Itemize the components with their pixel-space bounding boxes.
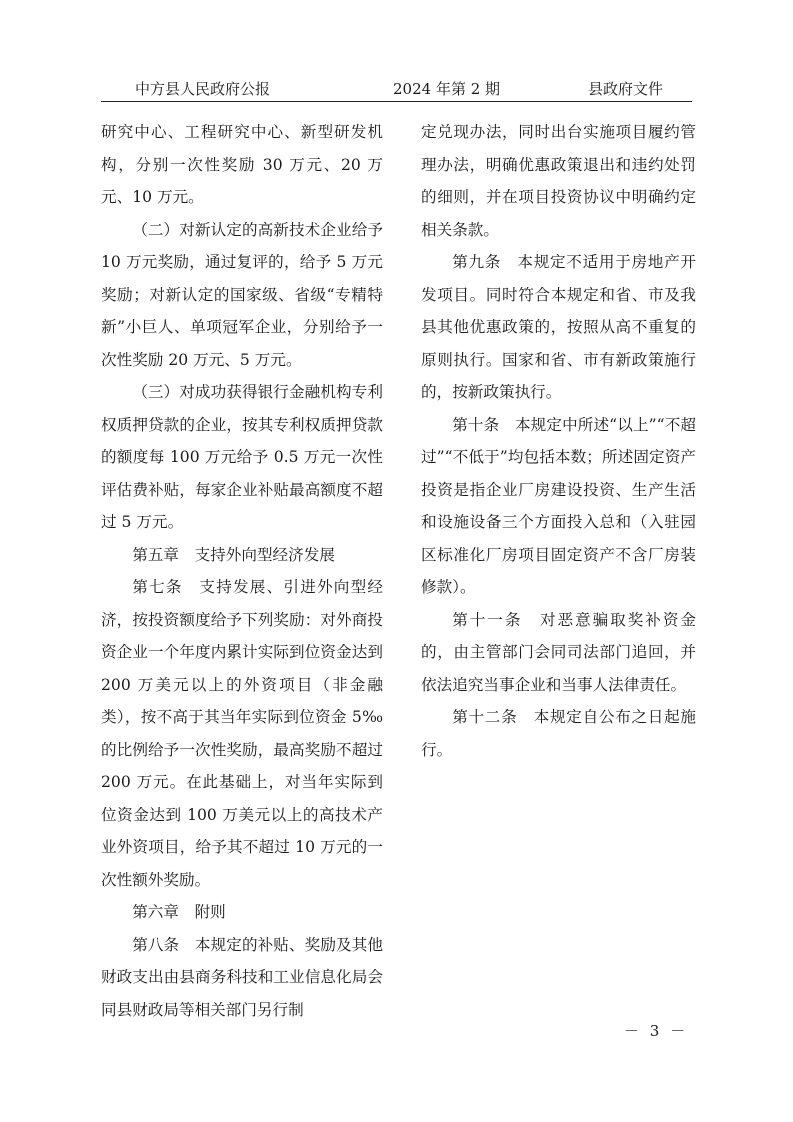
issue-number: 2024 年第 2 期 <box>393 80 501 98</box>
page-number: － 3 － <box>624 1022 689 1040</box>
right-column <box>421 116 696 766</box>
paragraph: 第七条 支持发展、引进外向型经济，按投资额度给予下列奖励：对外商投资企业一个年度内累计实际到位资金达到 200 万美元以上的外资项目（非金融类），按不高于其当年实际到位资金 5‰的比例给予一次性奖励，最高奖励不超过 200 万元。在此基础上，对当年实际到位资金达到 100 万美元以上的高技术产业外资项目，给予其不超过 10 万元的一次性额外奖励。 <box>101 578 383 889</box>
paragraph: 研究中心、工程研究中心、新型研发机构，分别一次性奖励 30 万元、20 万元、10 万元。 <box>101 123 383 206</box>
chapter-heading: 第五章 支持外向型经济发展 <box>132 545 335 564</box>
paragraph: 第十条 本规定中所述“以上”“不超过”“不低于”均包括本数；所述固定资产投资是指企业厂房建设投资、生产生活和设施设备三个方面投入总和（入驻园区标准化厂房项目固定资产不含厂房装修款）。 <box>421 415 696 596</box>
chapter-heading: 第六章 附则 <box>132 903 226 921</box>
section-name: 县政府文件 <box>588 80 664 98</box>
paragraph: 定兑现办法，同时出台实施项目履约管理办法，明确优惠政策退出和违约处罚的细则，并在项目投资协议中明确约定相关条款。 <box>421 123 696 239</box>
paragraph: 第十一条 对恶意骗取奖补资金的，由主管部门会同司法部门追回，并依法追究当事企业和当事人法律责任。 <box>421 610 696 694</box>
paragraph: 第十二条 本规定自公布之日起施行。 <box>421 708 696 759</box>
left-column <box>101 116 383 1026</box>
paragraph: 第八条 本规定的补贴、奖励及其他财政支出由县商务科技和工业信息化局会同县财政局等相关部门另行制 <box>101 935 383 1019</box>
paragraph: 第九条 本规定不适用于房地产开发项目。同时符合本规定和省、市及我县其他优惠政策的，按照从高不重复的原则执行。国家和省、市有新政策施行的，按新政策执行。 <box>421 253 696 401</box>
paragraph: （二）对新认定的高新技术企业给予 10 万元奖励，通过复评的，给予 5 万元奖励；对新认定的国家级、省级“专精特新”小巨人、单项冠军企业，分别给予一次性奖励 20 万元、5 万元。 <box>101 220 383 369</box>
running-header <box>101 78 692 100</box>
paragraph: （三）对成功获得银行金融机构专利权质押贷款的企业，按其专利权质押贷款的额度每 100 万元给予 0.5 万元一次性评估费补贴，每家企业补贴最高额度不超过 5 万元。 <box>101 383 383 531</box>
header-rule <box>101 101 692 102</box>
bulletin-name: 中方县人民政府公报 <box>135 80 271 98</box>
